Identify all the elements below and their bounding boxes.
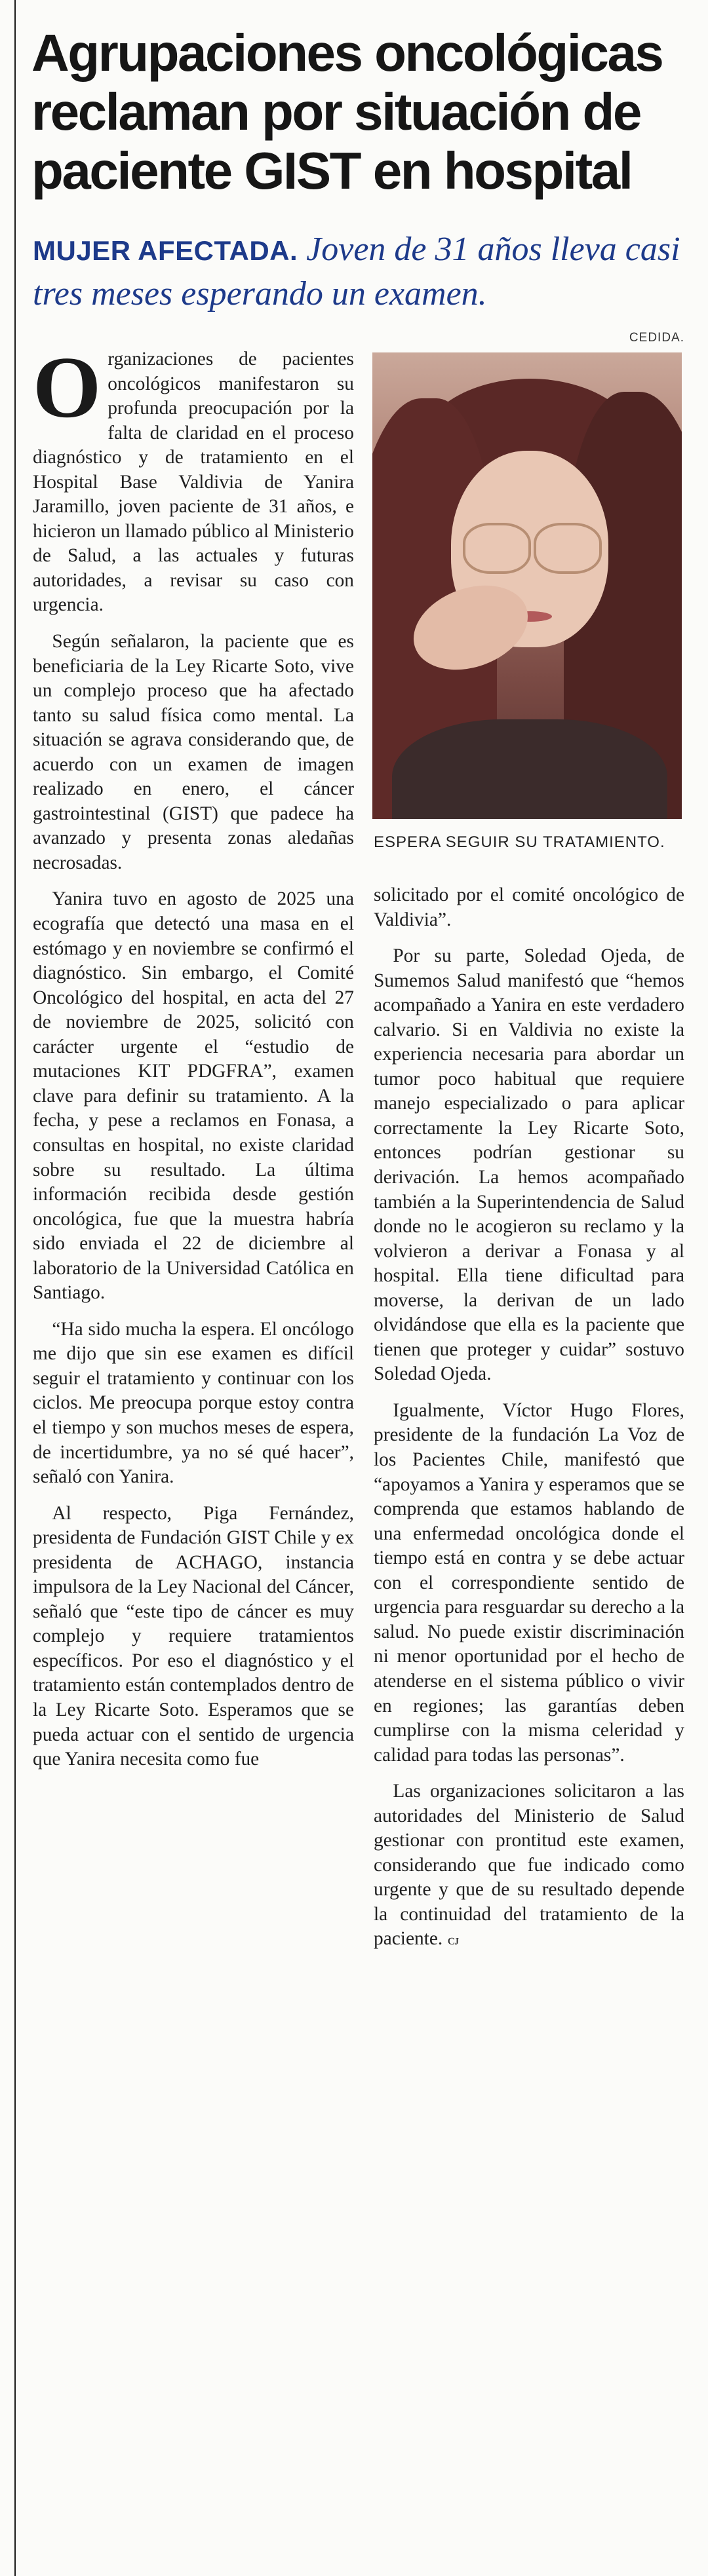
left-column-rule	[14, 0, 16, 2576]
body-paragraph: Organizaciones de pacientes oncológicos manifestaron su profunda preocupación por la falta de claridad en el proceso diagnóstico y de tratamiento en el Hospital Base Valdivia de Yanira Jaramillo, joven paciente de 31 años, e hicieron un llamado público al Ministerio de Salud, a las actuales y futuras autoridades, a revisar su caso con urgencia.	[33, 339, 354, 616]
deck-text: Joven de 31 años lleva casi tres meses esperando un examen.	[33, 231, 680, 313]
body-paragraph: “Ha sido mucha la espera. El oncólogo me dijo que sin ese examen es difícil seguir el tratamiento y continuar con los ciclos. Me preocupa porque estoy contra el tiempo y son muchos meses de espera, de incertidumbre, ya no sé qué hacer”, señaló con Yanira.	[33, 1318, 354, 1488]
body-paragraph: Igualmente, Víctor Hugo Flores, presidente de la fundación La Voz de los Pacientes Chile, manifestó que “apoyamos a Yanira y esperamos que se comprenda que estamos hablando de una enfermedad oncológica donde el tiempo está en contra y se debe actuar con el correspondiente sentido de urgencia para resguardar su derecho a la salud. No puede existir discriminación ni menor oportunidad por el hecho de atenderse en el sistema público o vivir en regiones; las garantías deben cumplirse con la misma celeridad y calidad para todas las personas”.	[374, 1399, 684, 1766]
body-paragraph: Las organizaciones solicitaron a las autoridades del Ministerio de Salud gestionar con prontitud este examen, considerando que fue indicado como urgente y que de su resultado depende la continuidad del tratamiento de la paciente. ᴄᴊ	[374, 1781, 684, 1950]
headline: Agrupaciones oncológicas reclaman por situación de paciente GIST en hospital	[31, 24, 663, 200]
body-paragraph: Al respecto, Piga Fernández, presidenta de Fundación GIST Chile y ex presidenta de ACHAGO, instancia impulsora de la Ley Nacional del Cáncer, señaló que “este tipo de cáncer es muy complejo y requiere tratamientos específicos. Por eso el diagnóstico y el tratamiento están contemplados dentro de la Ley Ricarte Soto. Esperamos que se pueda actuar con el sentido de urgencia que Yanira necesita como fue	[33, 1502, 354, 1770]
article-photo	[372, 352, 682, 819]
body-paragraph: Según señalaron, la paciente que es beneficiaria de la Ley Ricarte Soto, vive un complejo proceso que ha afectado tanto su salud física como mental. La situación se agrava considerando que, de acuerdo con un examen de imagen realizado en enero, el cáncer gastrointestinal (GIST) que padece ha avanzado y presenta zonas aledañas necrosadas.	[33, 631, 354, 873]
body-column-2	[374, 883, 684, 1952]
photo-caption: ESPERA SEGUIR SU TRATAMIENTO.	[374, 833, 665, 851]
body-paragraph: Por su parte, Soledad Ojeda, de Sumemos Salud manifestó que “hemos acompañado a Yanira en este verdadero calvario. Si en Valdivia no existe la experiencia necesaria para abordar un tumor poco habitual que requiere manejo especializado o para aplicar correctamente la Ley Ricarte Soto, entonces podrían gestionar su derivación. La hemos acompañado también a la Superintendencia de Salud donde no le acogieron su reclamo y la volvieron a derivar a Fonasa y al hospital. Ella tiene dificultad para moverse, la derivan de un lado olvidándose que ella es la paciente que tienen que proteger y cuidar” sostuvo Soledad Ojeda.	[374, 945, 684, 1385]
body-paragraph: solicitado por el comité oncológico de Valdivia”.	[374, 884, 684, 930]
end-mark-icon: ᴄᴊ	[448, 1931, 460, 1948]
body-column-1	[33, 339, 354, 1772]
body-paragraph: Yanira tuvo en agosto de 2025 una ecografía que detectó una masa en el estómago y en noviembre se confirmó el diagnóstico. Sin embargo, el Comité Oncológico del hospital, en acta del 27 de noviembre de 2025, solicitó con carácter urgente el “estudio de mutaciones KIT PDGFRA”, examen clave para definir su tratamiento. A la fecha, y pese a reclamos en Fonasa, a consultas en hospital, no existe claridad sobre su resultado. La última información recibida desde gestión oncológica, fue que la muestra habría sido enviada el 22 de diciembre al laboratorio de la Universidad Católica en Santiago.	[33, 888, 354, 1304]
drop-cap: O	[33, 339, 102, 436]
deck	[33, 228, 688, 316]
photo-credit: CEDIDA.	[629, 331, 684, 345]
deck-kicker: MUJER AFECTADA.	[33, 235, 298, 266]
